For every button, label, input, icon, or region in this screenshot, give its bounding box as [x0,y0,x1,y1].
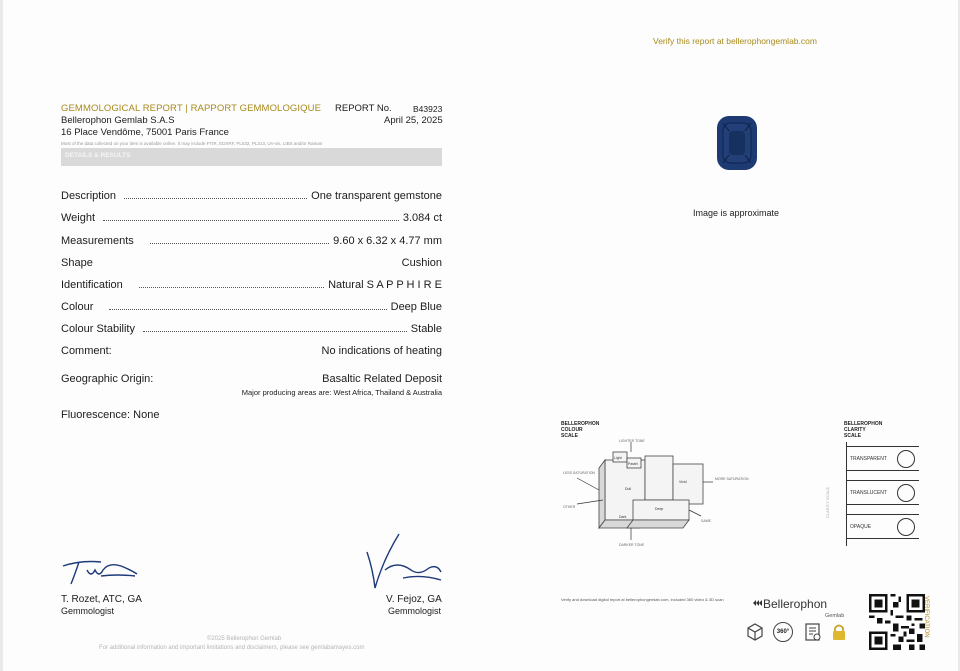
copyright: ©2025 Bellerophon Gemlab [207,636,282,642]
clarity-side-label: CLARITY SCALE [825,486,830,518]
dot-leader [139,287,324,288]
detail-value: One transparent gemstone [311,190,442,202]
fine-print: Most of the data collected on your item is available online. It may include FTIR, EDXRF, PL532, PL313, UV-vis, LIBS and/or Raman [61,141,323,146]
detail-row [61,371,442,385]
signatory-role: Gemmologist [61,606,115,616]
detail-value: Deep Blue [390,301,442,313]
colour-label: Dark [619,515,627,519]
detail-value: Stable [410,323,442,335]
colour-label: Deep [655,507,664,511]
verification-label: VERIFICATION [923,596,929,638]
colour-label: SAME [701,519,711,523]
verify-link[interactable]: Verify this report at bellerophongemlab.com [653,36,817,46]
detail-value: 9.60 x 6.32 x 4.77 mm [333,235,442,247]
clarity-level: OPAQUE [847,514,919,539]
brand-logo-icon [753,598,763,608]
lock-icon [829,622,849,642]
detail-row [61,233,442,247]
fluorescence: Fluorescence: None [61,409,160,421]
colour-scale-title: BELLEROPHON COLOUR SCALE [561,421,600,439]
signatory-name: T. Rozet, ATC, GA [61,594,142,605]
detail-value: Basaltic Related Deposit [322,373,442,385]
qr-code[interactable] [869,594,925,650]
dot-leader [150,243,329,244]
clarity-level: TRANSLUCENT [847,480,919,505]
certificate-icon [803,622,823,642]
colour-label: LESS SATURATION [563,471,595,475]
detail-row [61,321,442,335]
signatory-name: V. Fejoz, GA [386,594,442,605]
company-name: Bellerophon Gemlab S.A.S [61,115,175,126]
dot-leader [143,331,407,332]
report-number-value: B43923 [413,104,443,114]
section-band [61,148,442,166]
colour-label: Pastel [628,462,638,466]
report-title: GEMMOLOGICAL REPORT | RAPPORT GEMMOLOGIQUE [61,103,322,114]
detail-row [61,210,442,224]
detail-label: Weight [61,212,96,224]
clarity-level: TRANSPARENT [847,446,919,471]
detail-label: Shape [61,257,93,269]
3d-scan-icon [745,622,765,642]
colour-label: DARKER TONE [619,543,645,547]
detail-value: Cushion [401,257,442,269]
colour-label: Dull [625,487,632,491]
report-number-label: REPORT No. [335,103,392,114]
gemstone-image [715,114,759,172]
signature-fejoz [363,530,445,592]
section-band-label: DETAILS & RESULTS [65,152,131,159]
colour-label: Vivid [679,480,687,484]
dot-leader [103,220,399,221]
360-video-icon: 360° [773,622,793,642]
report-sheet [3,0,958,671]
signatory-role: Gemmologist [388,606,442,616]
image-caption: Image is approximate [693,208,780,218]
detail-label: Colour [61,301,94,313]
verify-note: Verify and download digital report at bellerophongemlab.com, included 360 video & 3D scan [561,597,724,602]
detail-row [61,299,442,313]
detail-label: Description [61,190,117,202]
detail-row [61,343,442,357]
detail-label: Geographic Origin: [61,373,154,385]
colour-label: MORE SATURATION [715,477,749,481]
detail-value: Natural S A P P H I R E [328,279,442,291]
clarity-scale [846,442,918,546]
detail-label: Comment: [61,345,112,357]
detail-row [61,277,442,291]
detail-value: No indications of heating [321,345,442,357]
dot-leader [124,198,307,199]
brand-name: Bellerophon [763,597,828,611]
colour-label: OTHER [563,505,576,509]
detail-row [61,255,442,269]
detail-label: Identification [61,279,123,291]
dot-leader [109,309,386,310]
colour-scale-diagram [563,438,749,548]
disclaimer: For additional information and important limitations and disclaimers, please see gemlabamayes.com [99,645,365,651]
report-date: April 25, 2025 [384,115,443,126]
origin-note: Major producing areas are: West Africa, Thailand & Australia [241,388,442,397]
detail-label: Colour Stability [61,323,135,335]
colour-label: LIGHTER TONE [619,439,645,443]
detail-row [61,188,442,202]
detail-value: 3.084 ct [402,212,442,224]
detail-label: Measurements [61,235,134,247]
brand-sub: Gemlab [825,613,845,619]
clarity-scale-title: BELLEROPHON CLARITY SCALE [844,421,883,439]
company-address: 16 Place Vendôme, 75001 Paris France [61,127,229,138]
colour-label: Light [614,456,622,460]
signature-rozet [61,552,141,588]
